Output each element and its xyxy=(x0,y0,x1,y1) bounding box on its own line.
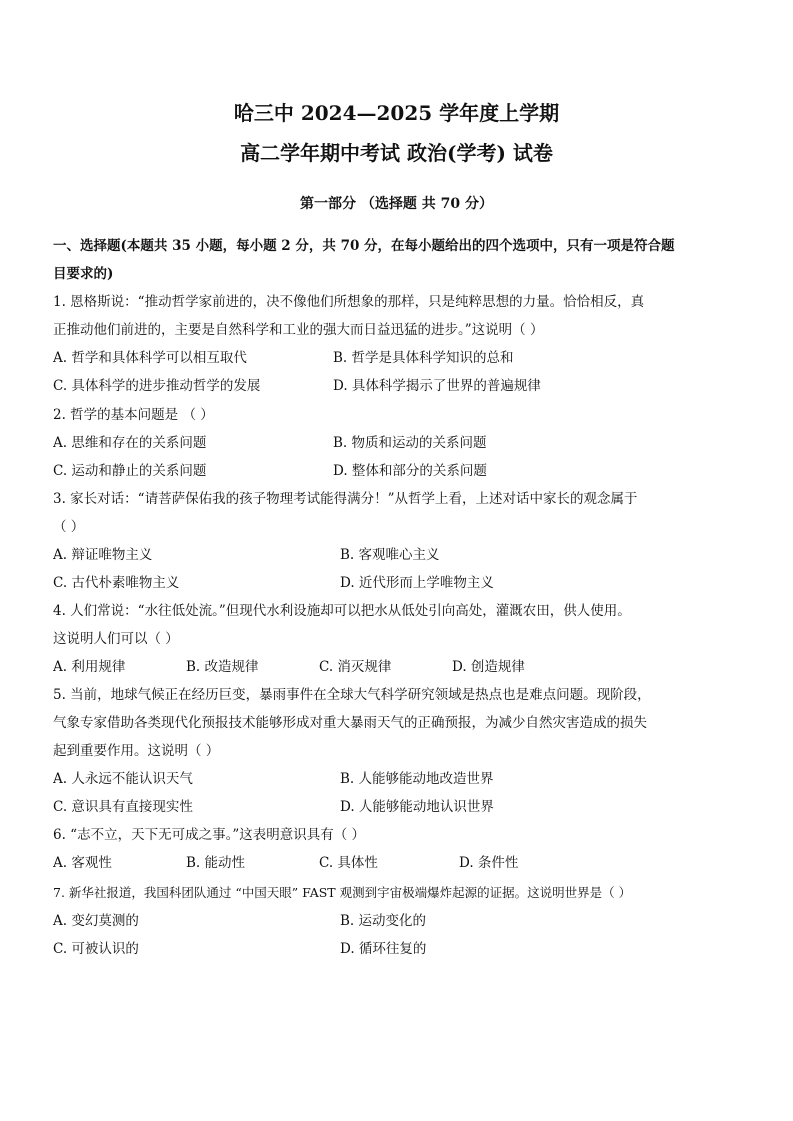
question-3-option-b[interactable]: B. 客观唯心主义 xyxy=(340,547,440,563)
question-6-stem: 6. “志不立，天下无可成之事。”这表明意识具有（ ） xyxy=(53,827,366,843)
question-1-option-d[interactable]: D. 具体科学揭示了世界的普遍规律 xyxy=(333,378,541,394)
question-4-option-b[interactable]: B. 改造规律 xyxy=(186,659,259,675)
question-6-option-b[interactable]: B. 能动性 xyxy=(186,855,246,871)
question-2-option-c[interactable]: C. 运动和静止的关系问题 xyxy=(53,463,207,479)
question-2-option-a[interactable]: A. 思维和存在的关系问题 xyxy=(53,435,207,451)
question-7-option-a[interactable]: A. 变幻莫测的 xyxy=(53,913,139,929)
part-title: 第一部分 （选择题 共 70 分） xyxy=(300,196,493,212)
exam-title-line2: 高二学年期中考试 政治(学考) 试卷 xyxy=(240,141,553,165)
question-3-stem-line1: 3. 家长对话：“请菩萨保佑我的孩子物理考试能得满分！”从哲学上看，上述对话中家长的观念属于 xyxy=(53,491,638,507)
question-2-option-d[interactable]: D. 整体和部分的关系问题 xyxy=(333,463,487,479)
question-1-stem-line1: 1. 恩格斯说：“推动哲学家前进的，决不像他们所想象的那样，只是纯粹思想的力量。恰恰相反，真 xyxy=(53,294,645,310)
question-3-option-d[interactable]: D. 近代形而上学唯物主义 xyxy=(340,575,494,591)
question-7-option-c[interactable]: C. 可被认识的 xyxy=(53,941,139,957)
question-5-option-d[interactable]: D. 人能够能动地认识世界 xyxy=(340,799,494,815)
question-1-option-c[interactable]: C. 具体科学的进步推动哲学的发展 xyxy=(53,378,261,394)
question-3-option-c[interactable]: C. 古代朴素唯物主义 xyxy=(53,575,180,591)
instructions-line2: 目要求的) xyxy=(53,266,114,282)
question-1-stem-line2: 正推动他们前进的，主要是自然科学和工业的强大而日益迅猛的进步。”这说明（ ） xyxy=(53,322,544,338)
question-5-option-b[interactable]: B. 人能够能动地改造世界 xyxy=(340,771,494,787)
question-4-stem-line2: 这说明人们可以（ ） xyxy=(53,631,179,647)
question-4-option-c[interactable]: C. 消灭规律 xyxy=(319,659,392,675)
question-5-option-c[interactable]: C. 意识具有直接现实性 xyxy=(53,799,193,815)
instructions-line1: 一、选择题(本题共 35 小题，每小题 2 分，共 70 分，在每小题给出的四个选项中，只有一项是符合题 xyxy=(53,238,675,254)
question-5-option-a[interactable]: A. 人永远不能认识天气 xyxy=(53,771,193,787)
question-5-stem-line3: 起到重要作用。这说明（ ） xyxy=(53,743,220,759)
question-4-option-d[interactable]: D. 创造规律 xyxy=(452,659,525,675)
question-6-option-a[interactable]: A. 客观性 xyxy=(53,855,112,871)
question-3-option-a[interactable]: A. 辩证唯物主义 xyxy=(53,547,153,563)
question-7-stem: 7. 新华社报道，我国科团队通过 “中国天眼” FAST 观测到宇宙极端爆炸起源的证据。这说明世界是（ ） xyxy=(53,885,632,900)
question-4-option-a[interactable]: A. 利用规律 xyxy=(53,659,126,675)
question-1-option-b[interactable]: B. 哲学是具体科学知识的总和 xyxy=(333,350,514,366)
question-5-stem-line2: 气象专家借助各类现代化预报技术能够形成对重大暴雨天气的正确预报，为减少自然灾害造成的损失 xyxy=(53,715,647,731)
exam-title-line1: 哈三中 2024—2025 学年度上学期 xyxy=(233,101,560,125)
question-4-stem-line1: 4. 人们常说：“水往低处流。”但现代水利设施却可以把水从低处引向高处，灌溉农田，供人使用。 xyxy=(53,603,631,619)
question-6-option-c[interactable]: C. 具体性 xyxy=(319,855,378,871)
question-3-stem-line2: （ ） xyxy=(53,519,85,535)
question-1-option-a[interactable]: A. 哲学和具体科学可以相互取代 xyxy=(53,350,247,366)
question-6-option-d[interactable]: D. 条件性 xyxy=(459,855,519,871)
question-7-option-b[interactable]: B. 运动变化的 xyxy=(340,913,427,929)
question-5-stem-line1: 5. 当前，地球气候正在经历巨变，暴雨事件在全球大气科学研究领域是热点也是难点问题。现阶段， xyxy=(53,687,651,703)
question-2-option-b[interactable]: B. 物质和运动的关系问题 xyxy=(333,435,487,451)
question-7-option-d[interactable]: D. 循环往复的 xyxy=(340,941,427,957)
question-2-stem: 2. 哲学的基本问题是 （ ） xyxy=(53,407,214,423)
